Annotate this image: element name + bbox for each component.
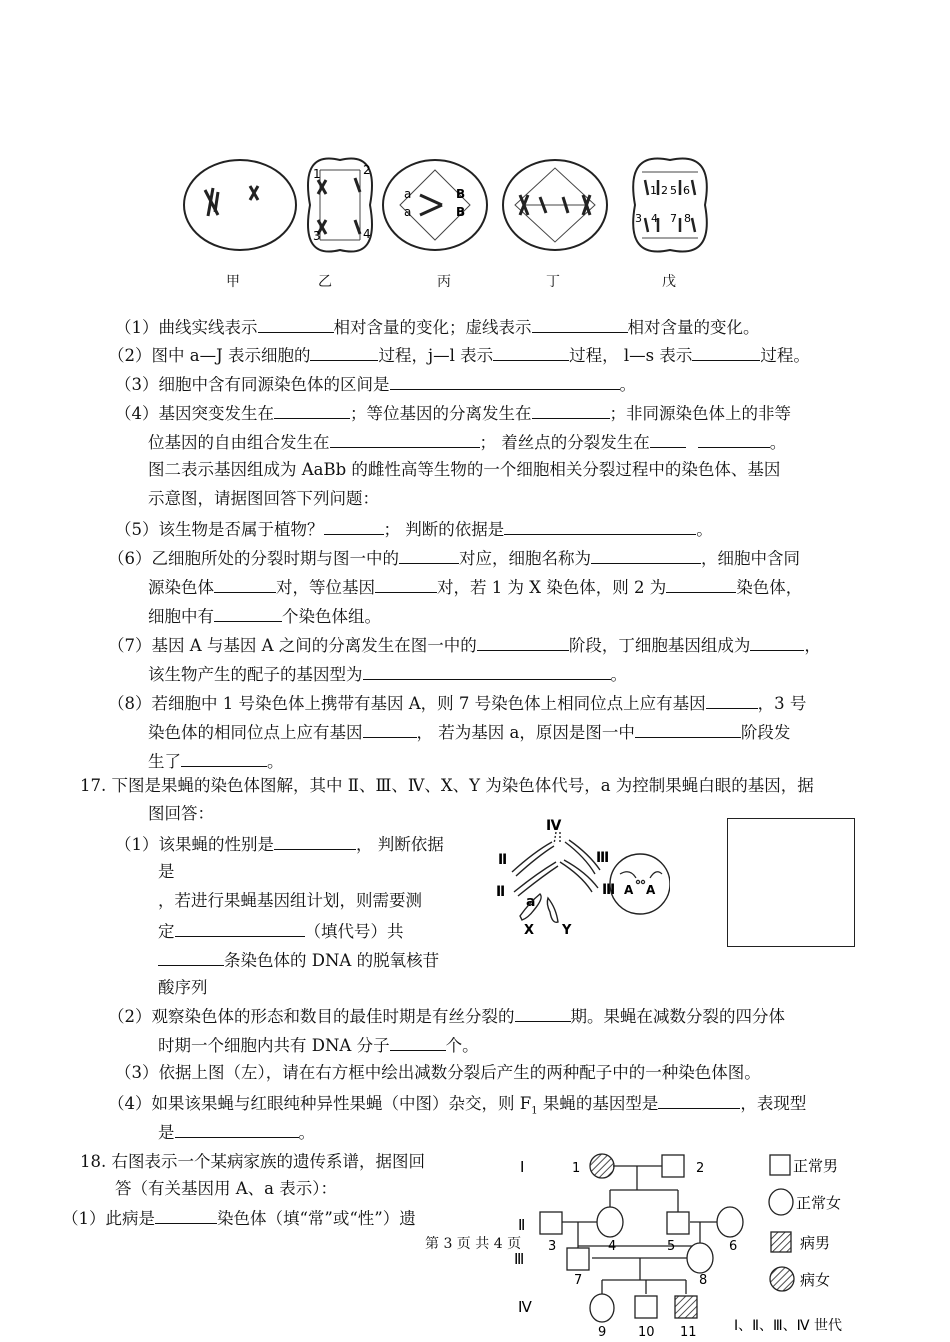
legend-normal-female-icon xyxy=(769,1189,793,1215)
bing-gene-a1: a xyxy=(404,187,412,201)
person-number: 9 xyxy=(598,1325,607,1340)
wu-num-4: 4 xyxy=(651,212,658,225)
pedigree-chart xyxy=(510,1146,930,1342)
person-number: 5 xyxy=(667,1239,676,1254)
person-number: 1 xyxy=(572,1161,581,1176)
answer-blank[interactable] xyxy=(274,401,350,419)
q16-p1: （1）曲线实线表示 相对含量的变化；虚线表示 相对含量的变化。 xyxy=(115,315,760,339)
answer-blank[interactable] xyxy=(181,749,267,767)
legend-affected-male: 病男 xyxy=(800,1234,831,1252)
fruit-fly-chromosome-diagram xyxy=(490,812,670,944)
answer-blank[interactable] xyxy=(175,919,305,937)
chrom-label-II-1: Ⅱ xyxy=(498,852,508,868)
person-number: 8 xyxy=(699,1273,708,1288)
q17-title-1: 17. 下图是果蝇的染色体图解，其中 Ⅱ、Ⅲ、Ⅳ、X、Y 为染色体代号，a 为控制果蝇白眼的基因，据 xyxy=(80,776,814,795)
q17-p1d: 定 （填代号）共 xyxy=(158,919,404,943)
label-jia: 甲 xyxy=(226,274,240,290)
wu-num-7: 7 xyxy=(670,212,677,225)
wu-num-6: 6 xyxy=(683,184,690,197)
answer-blank[interactable] xyxy=(214,575,276,593)
q17-p3: （3）依据上图（左），请在右方框中绘出减数分裂后产生的两种配子中的一种染色体图。 xyxy=(115,1063,761,1082)
meiosis-cell xyxy=(610,854,670,914)
answer-blank[interactable] xyxy=(390,1033,446,1051)
answer-blank[interactable] xyxy=(532,401,610,419)
person-number: 2 xyxy=(696,1161,705,1176)
answer-blank[interactable] xyxy=(493,343,569,361)
yi-num-4: 4 xyxy=(363,227,371,241)
gene-label-a: a xyxy=(526,894,536,910)
q16-p6c: 细胞中有 个染色体组。 xyxy=(148,604,381,628)
answer-blank[interactable] xyxy=(591,546,701,564)
person-8-normal-female xyxy=(687,1243,713,1273)
bing-gene-b2: B xyxy=(456,205,466,219)
label-yi: 乙 xyxy=(318,274,332,290)
answer-blank[interactable] xyxy=(274,832,356,850)
yi-num-2: 2 xyxy=(363,163,371,177)
answer-blank[interactable] xyxy=(706,691,758,709)
legend-normal-male: 正常男 xyxy=(793,1157,839,1175)
chrom-label-III-1: Ⅲ xyxy=(596,850,610,866)
person-number: 10 xyxy=(638,1325,655,1340)
person-11-affected-male xyxy=(675,1296,697,1318)
answer-blank[interactable] xyxy=(515,1004,571,1022)
person-6-normal-female xyxy=(717,1207,743,1237)
wu-num-2: 2 xyxy=(661,184,668,197)
gen-label-III: Ⅲ xyxy=(514,1250,525,1268)
person-7-normal-male xyxy=(567,1248,589,1270)
q17-p1b: 是 xyxy=(158,862,175,881)
cell-bing xyxy=(383,160,487,250)
person-number: 7 xyxy=(574,1273,583,1288)
q17-p2a: （2）观察染色体的形态和数目的最佳时期是有丝分裂的 期。果蝇在减数分裂的四分体 xyxy=(108,1004,785,1028)
legend-normal-male-icon xyxy=(770,1155,790,1175)
answer-blank[interactable] xyxy=(477,633,569,651)
cell-gene-A-1: A xyxy=(624,883,634,897)
answer-blank[interactable] xyxy=(175,1120,299,1138)
bing-gene-a2: a xyxy=(404,205,412,219)
person-4-normal-female xyxy=(597,1207,623,1237)
answer-blank[interactable] xyxy=(650,430,686,448)
person-5-normal-male xyxy=(667,1212,689,1234)
answer-blank[interactable] xyxy=(363,662,611,680)
yi-num-1: 1 xyxy=(313,167,321,181)
answer-blank[interactable] xyxy=(532,315,628,333)
q17-title-2: 图回答： xyxy=(148,804,214,823)
q18-p1: （1）此病是 染色体（填“常”或“性”）遗 xyxy=(62,1206,416,1230)
answer-blank[interactable] xyxy=(504,517,696,535)
answer-blank[interactable] xyxy=(363,720,417,738)
chrom-label-Y: Y xyxy=(562,923,572,938)
cell-gene-A-2: A xyxy=(646,883,656,897)
label-wu: 戊 xyxy=(662,274,676,290)
chrom-label-II-2: Ⅱ xyxy=(496,884,506,900)
q18-title-1: 18. 右图表示一个某病家族的遗传系谱，据图回 xyxy=(80,1152,425,1171)
answer-blank[interactable] xyxy=(698,430,770,448)
q17-p1e: 条染色体的 DNA 的脱氧核苷 xyxy=(158,948,439,972)
q16-p6b: 源染色体 对，等位基因 对，若 1 为 X 染色体，则 2 为 染色体， xyxy=(148,575,802,599)
person-3-normal-male xyxy=(540,1212,562,1234)
answer-blank[interactable] xyxy=(635,720,741,738)
q17-p1c: ，若进行果蝇基因组计划，则需要测 xyxy=(158,891,422,910)
legend-affected-male-icon xyxy=(771,1232,791,1252)
answer-blank[interactable] xyxy=(258,315,334,333)
answer-blank[interactable] xyxy=(214,604,282,622)
q16-p8b: 染色体的相同位点上应有基因 ， 若为基因 a，原因是图一中 阶段发 xyxy=(148,720,790,744)
label-bing: 丙 xyxy=(437,274,451,290)
gen-label-II: Ⅱ xyxy=(518,1216,526,1234)
q16-intro-1: 图二表示基因组成为 AaBb 的雌性高等生物的一个细胞相关分裂过程中的染色体、基因 xyxy=(148,460,781,479)
person-10-normal-male xyxy=(635,1296,657,1318)
person-1-affected-female xyxy=(590,1154,614,1178)
answer-blank[interactable] xyxy=(399,546,459,564)
legend-generations: Ⅰ、Ⅱ、Ⅲ、Ⅳ 世代 xyxy=(734,1318,843,1334)
q17-p1f: 酸序列 xyxy=(158,978,208,997)
chrom-label-III-2: Ⅲ xyxy=(602,882,616,898)
page-footer: 第 3 页 共 4 页 xyxy=(425,1236,522,1252)
yi-num-3: 3 xyxy=(313,229,321,243)
wu-num-1: 1 xyxy=(650,184,657,197)
answer-blank[interactable] xyxy=(324,517,384,535)
cell-division-figure xyxy=(180,150,740,290)
q17-p2b: 时期一个细胞内共有 DNA 分子 个。 xyxy=(158,1033,479,1057)
q16-p8c: 生了 。 xyxy=(148,749,284,773)
cell-jia-chromosomes xyxy=(205,186,258,216)
answer-blank[interactable] xyxy=(158,948,224,966)
bing-gene-b1: B xyxy=(456,187,466,201)
wu-num-3: 3 xyxy=(635,212,642,225)
person-number: 3 xyxy=(548,1239,557,1254)
answer-blank[interactable] xyxy=(375,575,437,593)
q16-p3: （3）细胞中含有同源染色体的区间是 。 xyxy=(115,372,636,396)
q17-p4b: 是 。 xyxy=(158,1120,315,1144)
q16-intro-2: 示意图，请据图回答下列问题： xyxy=(148,489,379,508)
wu-num-5: 5 xyxy=(670,184,677,197)
answer-blank[interactable] xyxy=(390,372,620,390)
person-number: 6 xyxy=(729,1239,738,1254)
q16-p8a: （8）若细胞中 1 号染色体上携带有基因 A，则 7 号染色体上相同位点上应有基因 ，3 号 xyxy=(108,691,806,715)
q16-p6a: （6）乙细胞所处的分裂时期与图一中的 对应，细胞名称为 ，细胞中含同 xyxy=(108,546,800,570)
chrom-label-X: X xyxy=(524,923,535,938)
answer-blank[interactable] xyxy=(155,1206,217,1224)
person-number: 11 xyxy=(680,1325,697,1340)
gen-label-IV: Ⅳ xyxy=(518,1298,532,1316)
legend-affected-female-icon xyxy=(770,1267,794,1291)
wu-num-8: 8 xyxy=(684,212,691,225)
answer-blank[interactable] xyxy=(310,343,378,361)
q18-title-2: 答（有关基因用 A、a 表示）： xyxy=(115,1179,337,1198)
label-ding: 丁 xyxy=(546,274,560,290)
q17-p1a: （1）该果蝇的性别是 ， 判断依据 xyxy=(115,832,444,856)
q16-p4b: 位基因的自由组合发生在 ； 着丝点的分裂发生在 。 xyxy=(148,430,786,454)
q16-p7a: （7）基因 A 与基因 A 之间的分离发生在图一中的 阶段，丁细胞基因组成为 ， xyxy=(108,633,821,657)
answer-blank[interactable] xyxy=(658,1091,740,1109)
person-number: 4 xyxy=(608,1239,617,1254)
chrom-label-IV: Ⅳ xyxy=(546,818,562,834)
q16-p5: （5）该生物是否属于植物？ ； 判断的依据是 。 xyxy=(115,517,713,541)
q16-p4a: （4）基因突变发生在 ；等位基因的分离发生在 ；非同源染色体上的非等 xyxy=(115,401,791,425)
q16-p7b: 该生物产生的配子的基因型为 。 xyxy=(148,662,627,686)
answer-blank[interactable] xyxy=(692,343,760,361)
answer-blank[interactable] xyxy=(666,575,736,593)
q16-p2: （2）图中 a—J 表示细胞的 过程，j—l 表示 过程， l—s 表示 过程。 xyxy=(108,343,810,367)
person-9-normal-female xyxy=(590,1294,614,1322)
answer-blank[interactable] xyxy=(330,430,480,448)
legend-normal-female: 正常女 xyxy=(796,1194,842,1212)
q17-p4a: （4）如果该果蝇与红眼纯种异性果蝇（中图）杂交，则 $F_1$ 果蝇的基因型是 ，表现型 xyxy=(108,1091,806,1122)
legend-affected-female: 病女 xyxy=(800,1271,831,1289)
answer-blank[interactable] xyxy=(750,633,804,651)
cell-jia xyxy=(184,160,296,250)
gen-label-I: Ⅰ xyxy=(520,1158,525,1176)
person-2-normal-male xyxy=(662,1155,684,1177)
drawing-answer-box[interactable] xyxy=(727,818,855,947)
